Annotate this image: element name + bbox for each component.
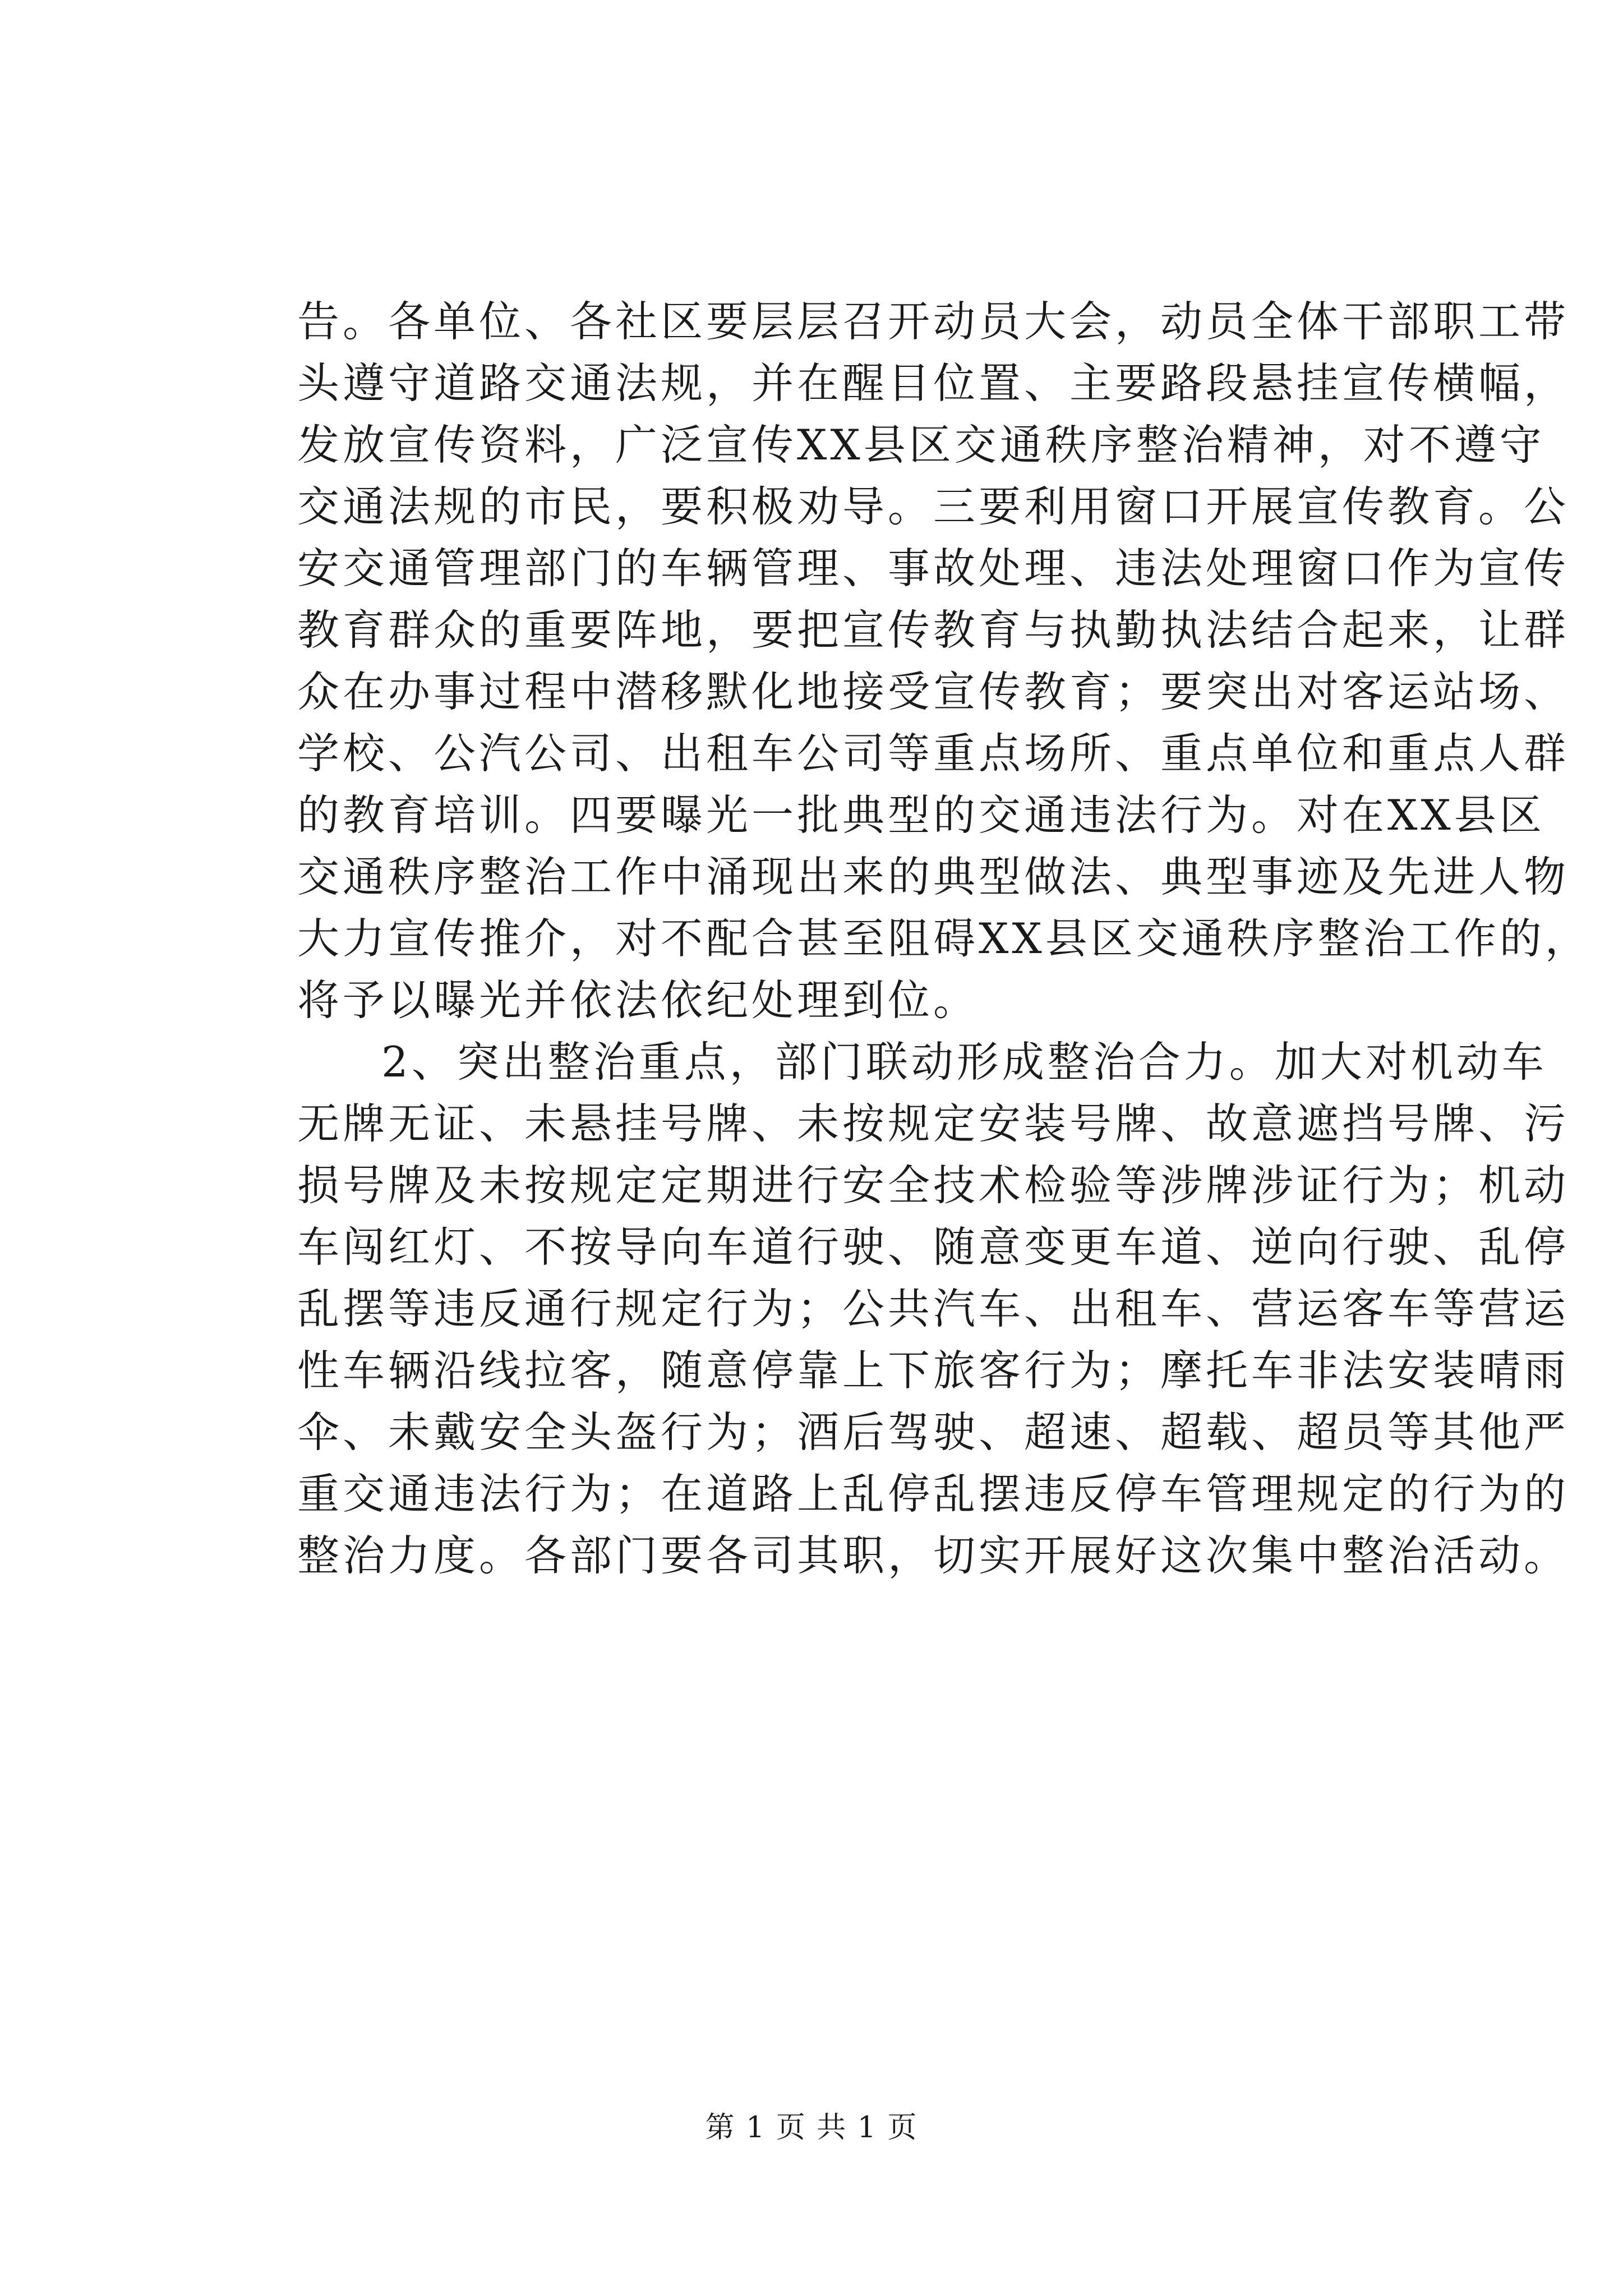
text-line: 众在办事过程中潜移默化地接受宣传教育；要突出对客运站场、 [297, 667, 1570, 716]
text-line: 安交通管理部门的车辆管理、事故处理、违法处理窗口作为宣传 [297, 544, 1570, 593]
text-line: 伞、未戴安全头盔行为；酒后驾驶、超速、超载、超员等其他严 [297, 1407, 1570, 1457]
text-line: 2、突出整治重点，部门联动形成整治合力。加大对机动车 [381, 1037, 1547, 1087]
text-line: 交通法规的市民，要积极劝导。三要利用窗口开展宣传教育。公 [297, 482, 1570, 531]
text-line: 重交通违法行为；在道路上乱停乱摆违反停车管理规定的行为的 [297, 1469, 1570, 1519]
text-line: 性车辆沿线拉客，随意停靠上下旅客行为；摩托车非法安装晴雨 [297, 1346, 1570, 1395]
text-line: 的教育培训。四要曝光一批典型的交通违法行为。对在XX县区 [297, 790, 1545, 840]
text-line: 车闯红灯、不按导向车道行驶、随意变更车道、逆向行驶、乱停 [297, 1222, 1570, 1272]
text-line: 交通秩序整治工作中涌现出来的典型做法、典型事迹及先进人物 [297, 852, 1570, 901]
text-line: 告。各单位、各社区要层层召开动员大会，动员全体干部职工带 [297, 297, 1570, 346]
paragraph-1 [297, 291, 1590, 1031]
page-number-footer: 第 1 页 共 1 页 [705, 2111, 918, 2145]
text-line: 整治力度。各部门要各司其职，切实开展好这次集中整治活动。 [297, 1531, 1570, 1580]
text-line: 乱摆等违反通行规定行为；公共汽车、出租车、营运客车等营运 [297, 1284, 1570, 1333]
text-line: 头遵守道路交通法规，并在醒目位置、主要路段悬挂宣传横幅， [297, 358, 1570, 408]
text-line: 教育群众的重要阵地，要把宣传教育与执勤执法结合起来，让群 [297, 605, 1570, 655]
text-line: 无牌无证、未悬挂号牌、未按规定安装号牌、故意遮挡号牌、污 [297, 1099, 1570, 1148]
text-line: 损号牌及未按规定定期进行安全技术检验等涉牌涉证行为；机动 [297, 1161, 1570, 1210]
paragraph-2 [297, 1031, 1570, 1586]
text-line: 将予以曝光并依法依纪处理到位。 [297, 976, 979, 1025]
text-line: 发放宣传资料，广泛宣传XX县区交通秩序整治精神，对不遵守 [297, 420, 1545, 470]
text-line: 大力宣传推介，对不配合甚至阻碍XX县区交通秩序整治工作的， [297, 914, 1590, 963]
document-body [297, 291, 1590, 1586]
text-line: 学校、公汽公司、出租车公司等重点场所、重点单位和重点人群 [297, 729, 1570, 778]
